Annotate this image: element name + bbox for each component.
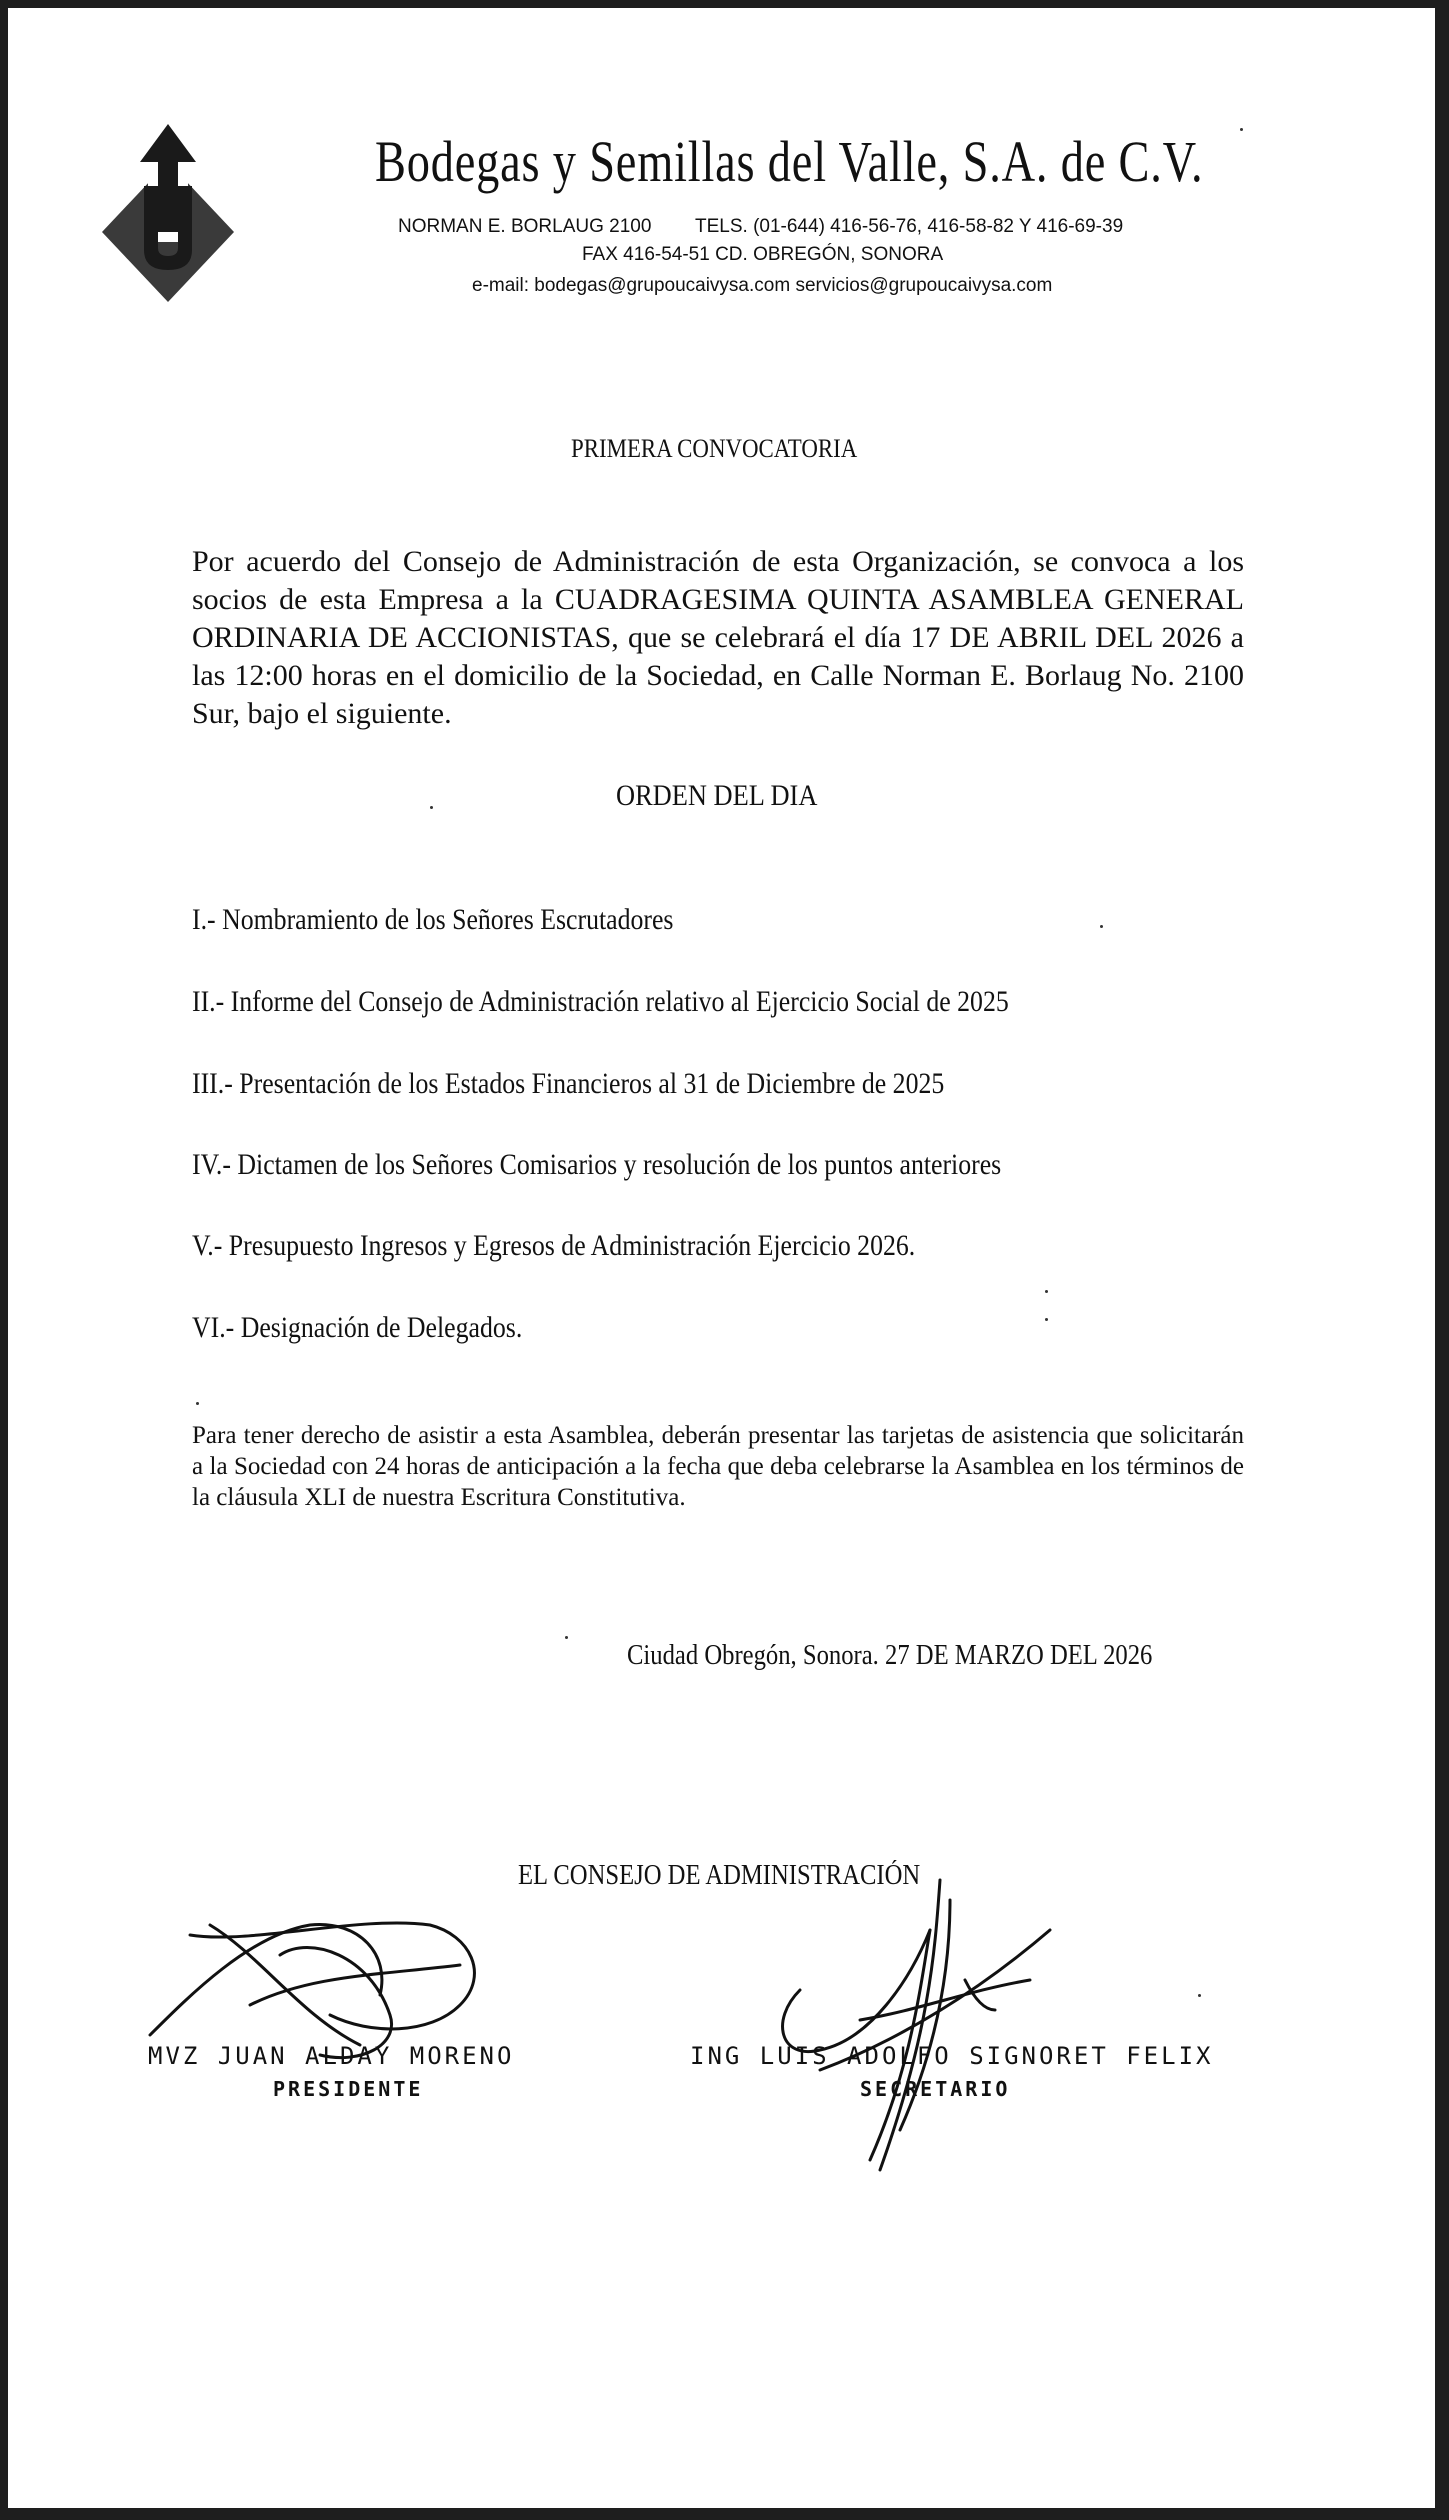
council-title: EL CONSEJO DE ADMINISTRACIÓN <box>518 1860 921 1891</box>
scan-speck <box>1240 128 1243 131</box>
place-date: Ciudad Obregón, Sonora. 27 DE MARZO DEL 2026 <box>627 1640 1153 1671</box>
notice-intro-text: Por acuerdo del Consejo de Administración de esta Organización, se convoca a los socios de esta Empresa a la CUADRAGESIMA QUINTA ASAMBLEA GENERAL ORDINARIA DE ACCIONISTAS, que se celebrará el día 17 DE ABRIL DEL 2026 a las 12:00 horas en el domicilio de la Sociedad, en Calle Norman E. Borlaug No. 2100 Sur, bajo el siguiente. <box>192 545 1244 730</box>
scan-speck <box>565 1636 568 1639</box>
agenda-item: V.- Presupuesto Ingresos y Egresos de Administración Ejercicio 2026. <box>192 1229 916 1262</box>
company-address: NORMAN E. BORLAUG 2100 <box>398 216 652 237</box>
agenda-item: III.- Presentación de los Estados Financieros al 31 de Diciembre de 2025 <box>192 1067 945 1100</box>
agenda-item: VI.- Designación de Delegados. <box>192 1311 523 1344</box>
signatory-role-secretary: SECRETARIO <box>860 2077 1011 2101</box>
attendance-note: Para tener derecho de asistir a esta Asamblea, deberán presentar las tarjetas de asistencia que solicitarán a la Sociedad con 24 horas de anticipación a la fecha que deba celebrarse la Asamblea en los términos de la cláusula XLI de nuestra Escritura Constitutiva. <box>192 1422 1244 1511</box>
agenda-item: I.- Nombramiento de los Señores Escrutadores <box>192 903 674 936</box>
notice-intro <box>192 543 1244 733</box>
company-fax-city: FAX 416-54-51 CD. OBREGÓN, SONORA <box>582 244 944 265</box>
signature-secretary <box>760 1870 1060 2180</box>
scan-speck <box>430 806 433 809</box>
scan-speck <box>1045 1290 1048 1293</box>
agenda-item: II.- Informe del Consejo de Administración relativo al Ejercicio Social de 2025 <box>192 985 1009 1018</box>
scan-speck <box>196 1402 199 1405</box>
scan-speck <box>1045 1318 1048 1321</box>
scan-speck <box>1198 1994 1201 1997</box>
company-phones: TELS. (01-644) 416-56-76, 416-58-82 Y 416-69-39 <box>695 216 1124 237</box>
agenda-title: ORDEN DEL DIA <box>616 779 818 812</box>
signatory-role-president: PRESIDENTE <box>273 2077 424 2101</box>
company-name: Bodegas y Semillas del Valle, S.A. de C.V. <box>375 129 1204 194</box>
signatory-name-secretary: ING LUIS ADOLFO SIGNORET FELIX <box>690 2042 1214 2070</box>
company-logo <box>98 122 238 312</box>
scan-speck <box>1100 925 1103 928</box>
signatory-name-president: MVZ JUAN ALDAY MORENO <box>148 2042 515 2070</box>
company-emails: e-mail: bodegas@grupoucaivysa.com servicios@grupoucaivysa.com <box>472 275 1053 296</box>
agenda-item: IV.- Dictamen de los Señores Comisarios y resolución de los puntos anteriores <box>192 1148 1002 1181</box>
notice-title: PRIMERA CONVOCATORIA <box>571 434 858 463</box>
